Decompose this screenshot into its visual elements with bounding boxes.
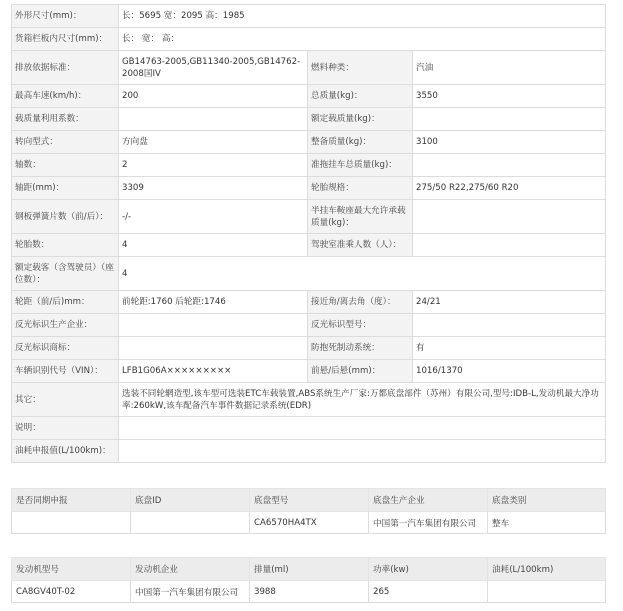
cab-passengers-value [413,234,606,257]
spec-row [12,131,606,154]
table-cell: 整车 [488,512,606,534]
column-header: 功率(kw) [369,558,488,581]
load-util-value [119,108,308,131]
spec-row [12,291,606,314]
curb-mass-value: 3100 [413,131,606,154]
vehicle-spec-table [11,4,606,463]
other-value: 选装不同轮辋造型,该车型可选装ETC车载装置,ABS系统生产厂家:万都底盘部件（苏州）有限公司,型号:IDB-L,发动机最大净功率:260kW,该车配备汽车事件数据记录系统(EDR) [119,383,606,417]
curb-mass-label: 整备质量(kg)： [308,131,413,154]
outer-dims-value: 长：5695 宽：2095 高：1985 [119,5,606,28]
approach-angle-value: 24/21 [413,291,606,314]
axles-value: 2 [119,154,308,177]
fuel-type-value: 汽油 [413,51,606,85]
vin-value: LFB1G06A××××××××× [119,360,308,383]
approach-angle-label: 接近角/离去角（度）： [308,291,413,314]
spec-row [12,5,606,28]
column-header: 底盘生产企业 [369,489,488,512]
table-row [12,581,606,603]
notes-value [119,417,606,440]
chassis-header-row [12,489,606,512]
table-cell: 中国第一汽车集团有限公司 [131,581,250,603]
leaf-springs-value: -/- [119,200,308,234]
column-header: 油耗(L/100km) [488,558,606,581]
emission-std-label: 排放依据标准： [12,51,119,85]
table-cell: 3988 [250,581,369,603]
other-label: 其它： [12,383,119,417]
table-cell: CA6570HA4TX [250,512,369,534]
spec-row [12,314,606,337]
table-cell: 265 [369,581,488,603]
spec-row [12,108,606,131]
spec-row [12,154,606,177]
reflector-maker-label: 反光标识生产企业： [12,314,119,337]
steering-value: 方向盘 [119,131,308,154]
gross-mass-value: 3550 [413,85,606,108]
cargo-dims-label: 货箱栏板内尺寸(mm)： [12,28,119,51]
spec-row [12,440,606,463]
column-header: 发动机企业 [131,558,250,581]
spec-row [12,257,606,291]
reflector-model-label: 反光标识型号： [308,314,413,337]
engine-table [11,557,606,603]
saddle-mass-value [413,200,606,234]
axles-label: 轴数： [12,154,119,177]
leaf-springs-label: 钢板弹簧片数（前/后）： [12,200,119,234]
max-speed-label: 最高车速(km/h)： [12,85,119,108]
abs-value: 有 [413,337,606,360]
load-util-label: 载质量利用系数： [12,108,119,131]
column-header: 底盘ID [131,489,250,512]
vin-label: 车辆识别代号（VIN）： [12,360,119,383]
reflector-model-value [413,314,606,337]
tire-spec-label: 轮胎规格： [308,177,413,200]
spec-row [12,85,606,108]
notes-label: 说明： [12,417,119,440]
column-header: 排量(ml) [250,558,369,581]
spec-row [12,383,606,417]
reflector-brand-label: 反光标识商标： [12,337,119,360]
table-row [12,512,606,534]
max-speed-value: 200 [119,85,308,108]
steering-label: 转向型式： [12,131,119,154]
outer-dims-label: 外形尺寸(mm)： [12,5,119,28]
column-header: 底盘类别 [488,489,606,512]
trailer-mass-label: 准拖挂车总质量(kg)： [308,154,413,177]
column-header: 是否同期申报 [12,489,131,512]
seats-label: 额定载客（含驾驶员）（座位数）： [12,257,119,291]
spec-row [12,360,606,383]
fuel-type-label: 燃料种类： [308,51,413,85]
fuel-declared-label: 油耗申报值(L/100km)： [12,440,119,463]
chassis-table [11,488,606,534]
fuel-declared-value [119,440,606,463]
reflector-brand-value [119,337,308,360]
reflector-maker-value [119,314,308,337]
table-cell [12,512,131,534]
track-label: 轮距（前/后)mm： [12,291,119,314]
overhang-value: 1016/1370 [413,360,606,383]
track-value: 前轮距:1760 后轮距:1746 [119,291,308,314]
tires-value: 4 [119,234,308,257]
cargo-dims-value: 长： 宽： 高： [119,28,606,51]
spec-row [12,28,606,51]
overhang-label: 前悬/后悬(mm)： [308,360,413,383]
spec-row [12,177,606,200]
spec-row [12,234,606,257]
wheelbase-label: 轴距(mm)： [12,177,119,200]
spec-row [12,337,606,360]
table-cell: 中国第一汽车集团有限公司 [369,512,488,534]
rated-load-value [413,108,606,131]
column-header: 发动机型号 [12,558,131,581]
trailer-mass-value [413,154,606,177]
abs-label: 防抱死制动系统： [308,337,413,360]
spec-row [12,417,606,440]
engine-header-row [12,558,606,581]
spec-row [12,51,606,85]
table-cell [131,512,250,534]
table-cell: CA8GV40T-02 [12,581,131,603]
rated-load-label: 额定载质量(kg)： [308,108,413,131]
spec-row [12,200,606,234]
wheelbase-value: 3309 [119,177,308,200]
seats-value: 4 [119,257,606,291]
tires-label: 轮胎数： [12,234,119,257]
emission-std-value: GB14763-2005,GB11340-2005,GB14762-2008国IV [119,51,308,85]
column-header: 底盘型号 [250,489,369,512]
table-cell [488,581,606,603]
tire-spec-value: 275/50 R22,275/60 R20 [413,177,606,200]
saddle-mass-label: 半挂车鞍座最大允许承载质量(kg)： [308,200,413,234]
gross-mass-label: 总质量(kg)： [308,85,413,108]
cab-passengers-label: 驾驶室准乘人数（人）： [308,234,413,257]
